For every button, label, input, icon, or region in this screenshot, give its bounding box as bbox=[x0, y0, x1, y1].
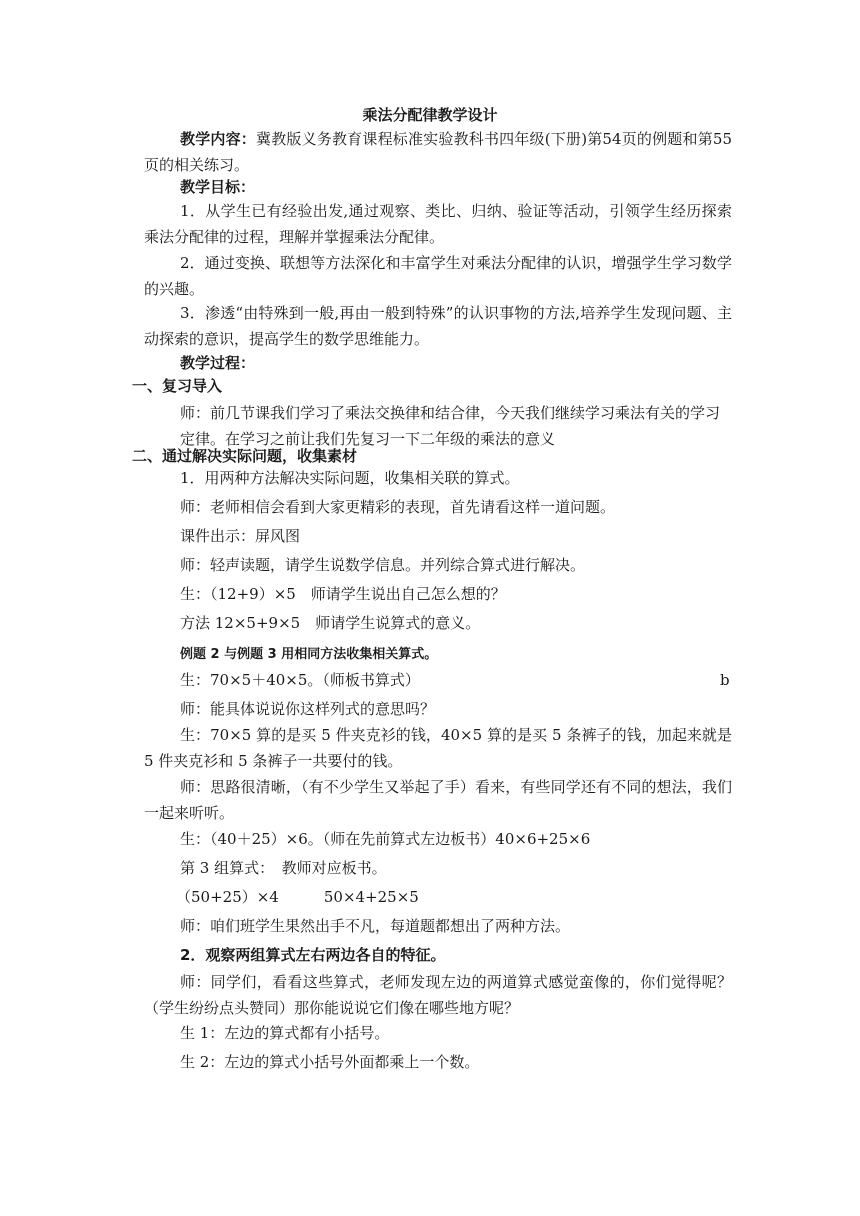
review-text: 师：前几节课我们学习了乘法交换律和结合律，今天我们继续学习乘法有关的学习定律。在学习之前让我们先复习一下二年级的乘法的意义 bbox=[180, 404, 721, 448]
collect-text-12: 第 3 组算式： 教师对应板书。 bbox=[180, 859, 387, 877]
collect-text-9: 生：70×5 算的是买 5 件夹克衫的钱，40×5 算的是买 5 条裤子的钱，加起来就是 5 件夹克衫和 5 条裤子一共要付的钱。 bbox=[144, 726, 732, 770]
collect-text-2: 课件出示：屏风图 bbox=[180, 527, 301, 545]
collect-text-3: 师：轻声读题，请学生说数学信息。并列综合算式进行解决。 bbox=[180, 556, 586, 574]
collect-text-16: 生 1：左边的算式都有小括号。 bbox=[180, 1024, 390, 1042]
stray-letter: b bbox=[720, 671, 730, 689]
collect-text-13: （50+25）×4 50×4+25×5 bbox=[176, 888, 419, 906]
collect-text-8: 师：能具体说说你这样列式的意思吗？ bbox=[180, 700, 436, 718]
collect-text-10: 师：思路很清晰，（有不少学生又举起了手）看来，有些同学还有不同的想法，我们一起来听听。 bbox=[144, 778, 732, 822]
collect-text-15: 师：同学们，看看这些算式，老师发现左边的两道算式感觉蛮像的，你们觉得呢？（学生纷纷点头赞同）那你能说说它们像在哪些地方呢？ bbox=[144, 973, 732, 1017]
teaching-content-text: 冀教版义务教育课程标准实验教科书四年级(下册)第54页的例题和第55页的相关练习。 bbox=[144, 130, 732, 174]
example-note: 例题 2 与例题 3 用相同方法收集相关算式。 bbox=[180, 647, 438, 662]
goal-2: 2．通过变换、联想等方法深化和丰富学生对乘法分配律的认识，增强学生学习数学的兴趣。 bbox=[144, 254, 732, 298]
collect-item-2: 2．观察两组算式左右两边各自的特征。 bbox=[180, 946, 446, 964]
collect-text-7: 生：70×5＋40×5。（师板书算式） bbox=[180, 671, 420, 689]
collect-text-6 bbox=[180, 641, 437, 667]
section-heading-review: 一、复习导入 bbox=[132, 377, 223, 395]
teaching-process-label: 教学过程： bbox=[180, 354, 256, 372]
teaching-content-paragraph bbox=[144, 126, 732, 178]
document-title: 乘法分配律教学设计 bbox=[362, 106, 498, 124]
collect-text-5: 方法 12×5+9×5 师请学生说算式的意义。 bbox=[180, 614, 481, 632]
collect-text-1: 师：老师相信会看到大家更精彩的表现，首先请看这样一道问题。 bbox=[180, 498, 616, 516]
collect-text-14: 师：咱们班学生果然出手不凡，每道题都想出了两种方法。 bbox=[180, 917, 571, 935]
collect-text-11: 生：（40＋25）×6。（师在先前算式左边板书）40×6+25×6 bbox=[180, 830, 591, 848]
teaching-content-label: 教学内容： bbox=[180, 130, 256, 148]
section-heading-collect: 二、通过解决实际问题，收集素材 bbox=[132, 447, 358, 465]
teaching-process-label-paragraph bbox=[144, 350, 732, 376]
collect-text-4: 生：（12+9）×5 师请学生说出自己怎么想的？ bbox=[180, 585, 506, 603]
goal-1: 1．从学生已有经验出发,通过观察、类比、归纳、验证等活动，引领学生经历探索乘法分配律的过程，理解并掌握乘法分配律。 bbox=[144, 202, 732, 246]
goal-3: 3．渗透“由特殊到一般,再由一般到特殊”的认识事物的方法,培养学生发现问题、主动探索的意识，提高学生的数学思维能力。 bbox=[144, 304, 732, 348]
teaching-goals-label-paragraph bbox=[144, 174, 732, 200]
collect-text-17: 生 2：左边的算式小括号外面都乘上一个数。 bbox=[180, 1053, 480, 1071]
collect-item-1: 1．用两种方法解决实际问题，收集相关联的算式。 bbox=[180, 469, 520, 487]
teaching-goals-label: 教学目标： bbox=[180, 178, 256, 196]
